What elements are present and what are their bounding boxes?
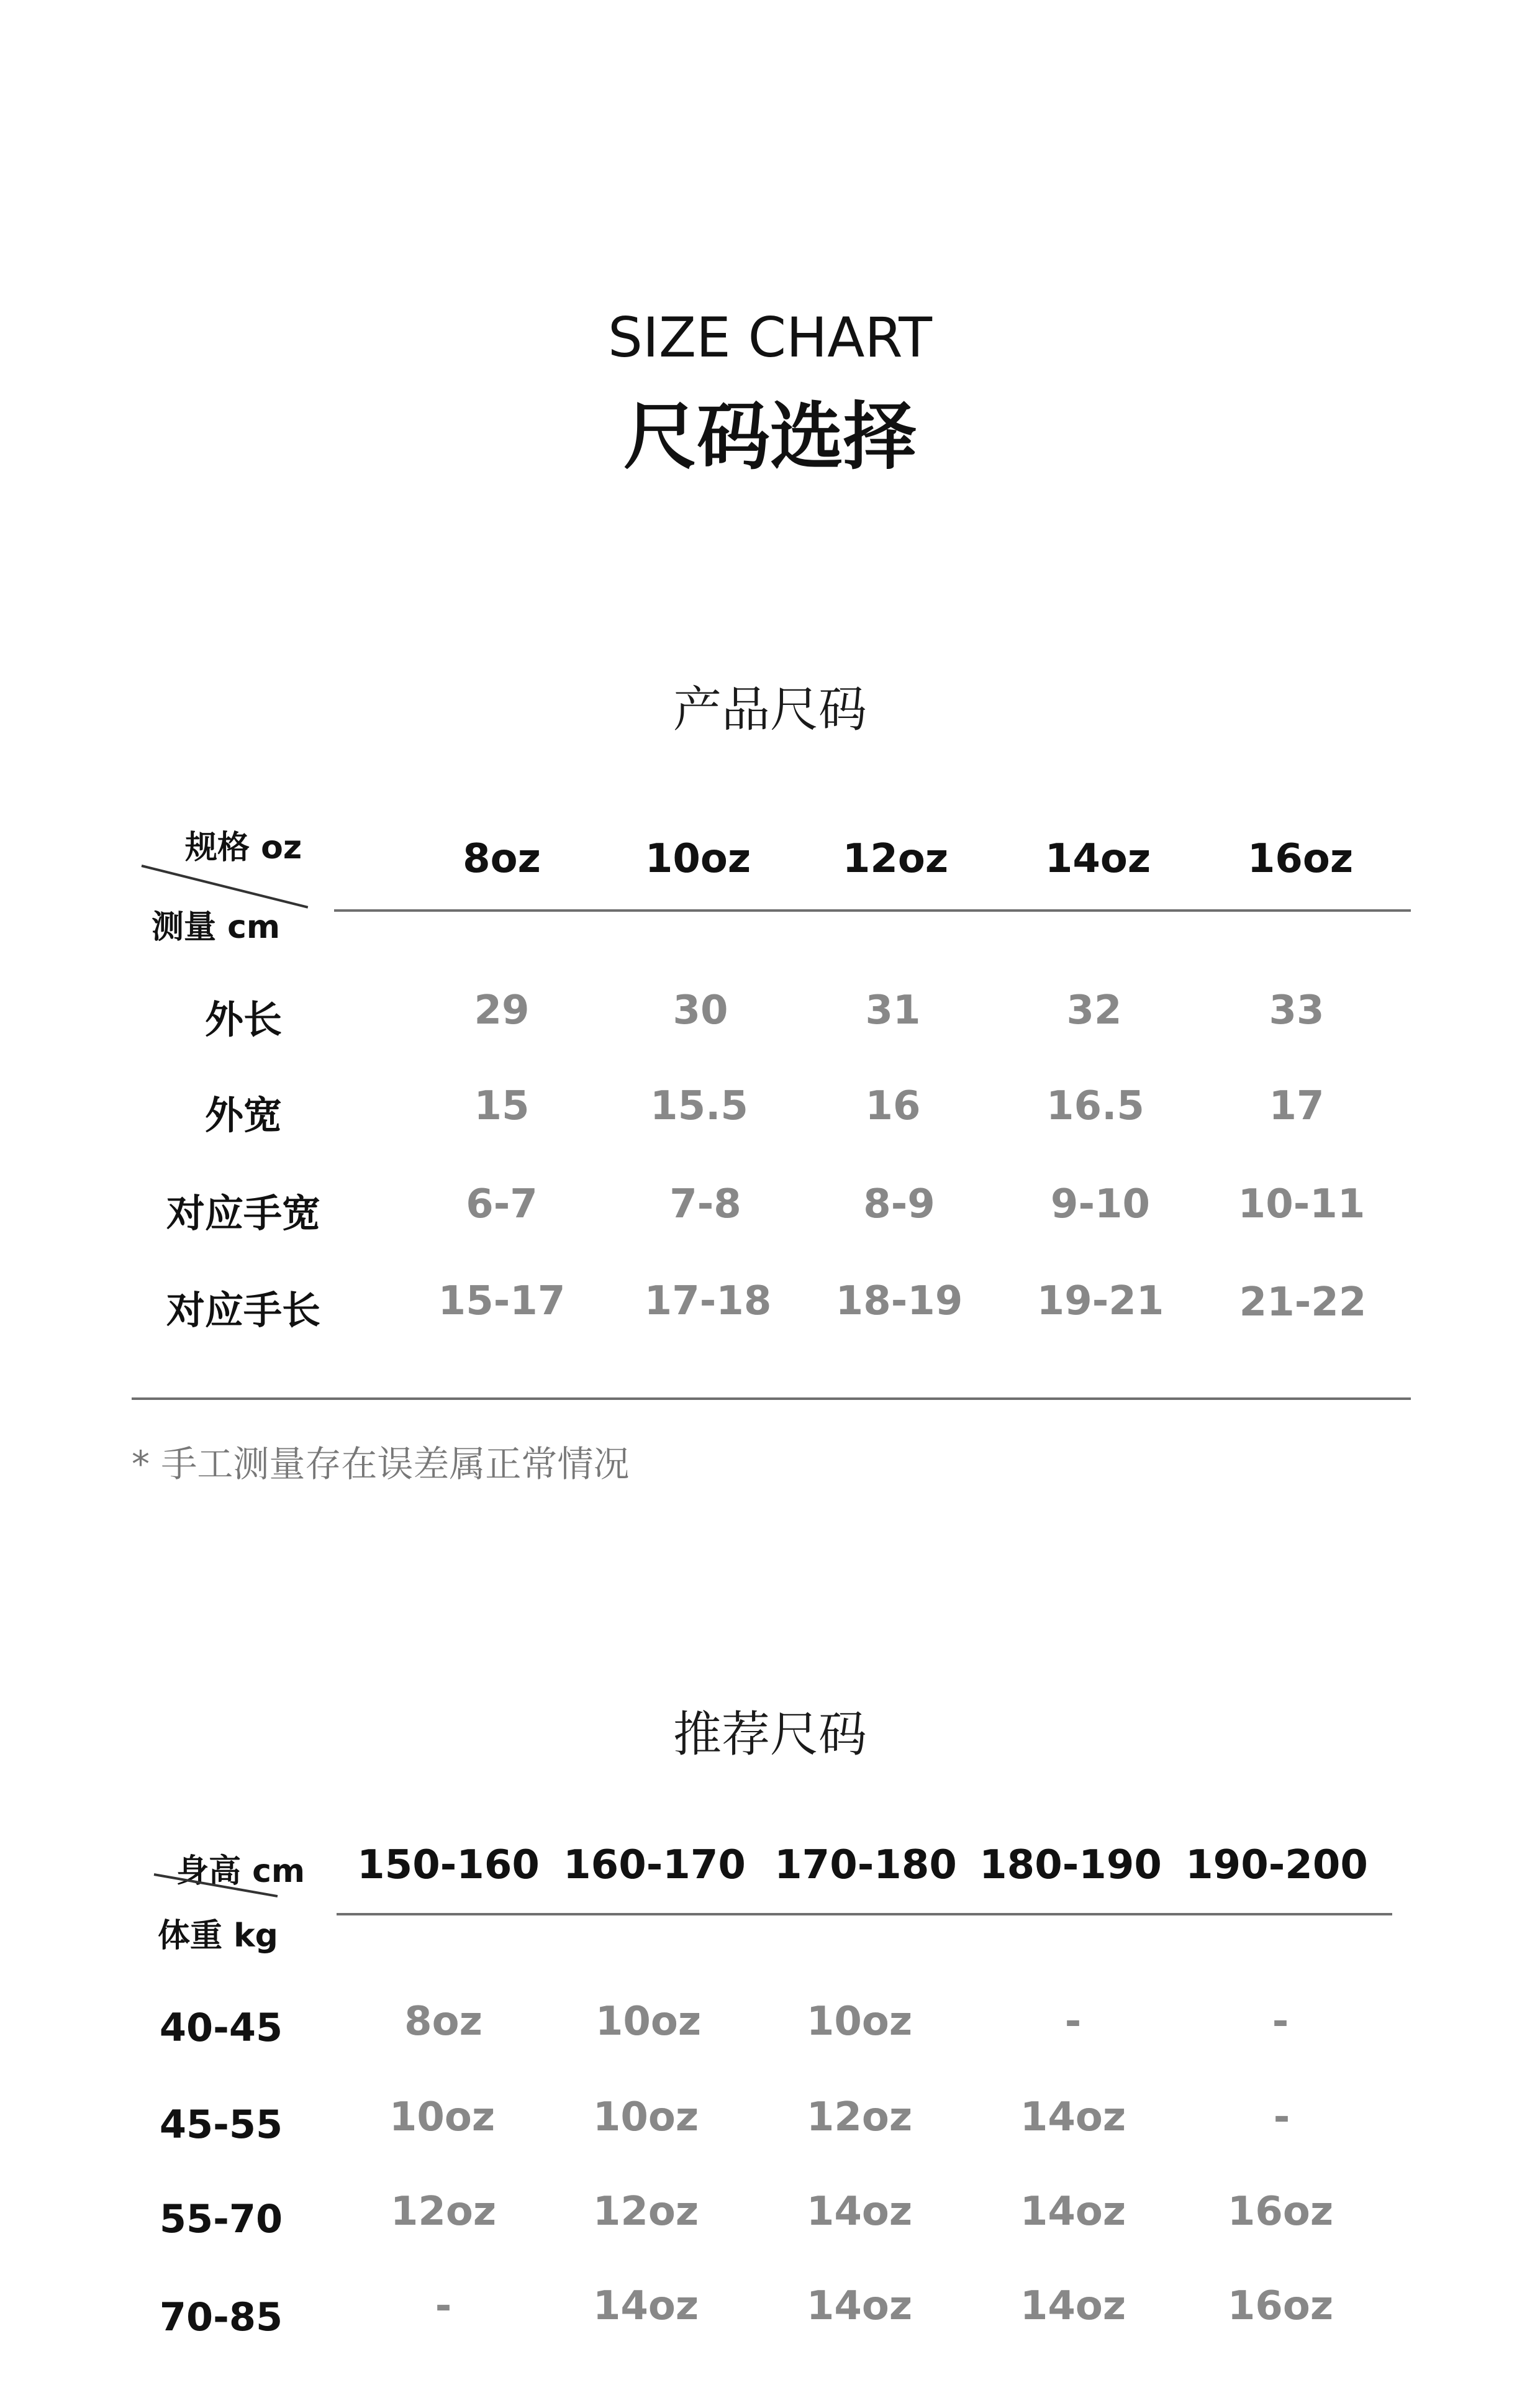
table-cell: 10oz [592,2094,699,2140]
table-cell: 14oz [1020,2094,1126,2140]
row-label: 45-55 [159,2102,283,2147]
table-cell: 14oz [1020,2189,1126,2235]
table-cell: 14oz [806,2283,913,2329]
table-cell: 12oz [806,2094,913,2140]
section-title-recommended-size: 推荐尺码 [673,1707,867,1763]
title-english: SIZE CHART [608,306,932,370]
table-cell: 10oz [389,2094,496,2140]
table-cell: 12oz [390,2189,497,2235]
column-header: 12oz [842,836,949,882]
table-cell: 10oz [595,1999,702,2045]
table-cell: 14oz [1020,2283,1126,2329]
table-cell: 19-21 [1036,1278,1164,1324]
table-cell: 15-17 [438,1278,566,1324]
table-cell: 10oz [806,1999,913,2045]
table-bottom-divider [132,1397,1411,1400]
corner-label-height: 身高 cm [176,1853,306,1890]
table-cell: 7-8 [669,1181,741,1227]
table-cell: - [435,2283,452,2329]
table-cell: - [1272,1999,1289,2045]
corner-label-spec: 规格 oz [185,829,302,866]
row-label: 40-45 [159,2005,283,2050]
header-divider [337,1913,1392,1915]
row-label: 外长 [204,997,283,1042]
column-header: 190-200 [1185,1842,1368,1888]
table-cell: 30 [673,988,728,1034]
table-cell: 21-22 [1239,1279,1367,1325]
table-cell: 14oz [806,2189,913,2235]
table-cell: 17 [1269,1083,1325,1129]
table-cell: 17-18 [644,1278,772,1324]
table-cell: 14oz [592,2283,699,2329]
row-label: 对应手长 [166,1288,321,1333]
column-header: 170-180 [774,1842,957,1888]
table-cell: - [1064,1999,1082,2045]
column-header: 14oz [1044,836,1151,882]
table-cell: 32 [1066,988,1122,1034]
header-divider [334,909,1411,912]
section-title-product-size: 产品尺码 [673,682,867,738]
table-cell: 31 [865,988,921,1034]
row-label: 外宽 [204,1093,283,1138]
column-header: 150-160 [357,1842,540,1888]
measurement-note: * 手工测量存在误差属正常情况 [132,1443,630,1485]
table-cell: 9-10 [1050,1181,1151,1227]
table-cell: 33 [1269,988,1325,1034]
table-cell: 16 [865,1083,921,1129]
table-cell: 16.5 [1046,1083,1144,1129]
table-cell: 29 [474,988,530,1034]
table-cell: 15.5 [650,1083,748,1129]
table-cell: 8oz [404,1999,482,2045]
table-cell: 15 [474,1083,530,1129]
column-header: 160-170 [563,1842,746,1888]
column-header: 10oz [645,836,751,882]
title-chinese: 尺码选择 [623,394,917,479]
table-cell: 10-11 [1238,1181,1366,1227]
column-header: 16oz [1247,836,1354,882]
column-header: 8oz [463,836,541,882]
corner-label-weight: 体重 kg [158,1917,278,1955]
row-label: 55-70 [159,2196,283,2242]
row-label: 70-85 [159,2294,283,2340]
table-cell: 12oz [592,2189,699,2235]
table-cell: 8-9 [863,1181,935,1227]
table-cell: 16oz [1227,2189,1334,2235]
table-cell: 18-19 [835,1278,963,1324]
table-cell: - [1273,2094,1290,2140]
table-cell: 16oz [1227,2283,1334,2329]
corner-label-measure: 测量 cm [152,909,281,946]
row-label: 对应手宽 [166,1191,321,1236]
table-cell: 6-7 [466,1181,538,1227]
column-header: 180-190 [979,1842,1162,1888]
